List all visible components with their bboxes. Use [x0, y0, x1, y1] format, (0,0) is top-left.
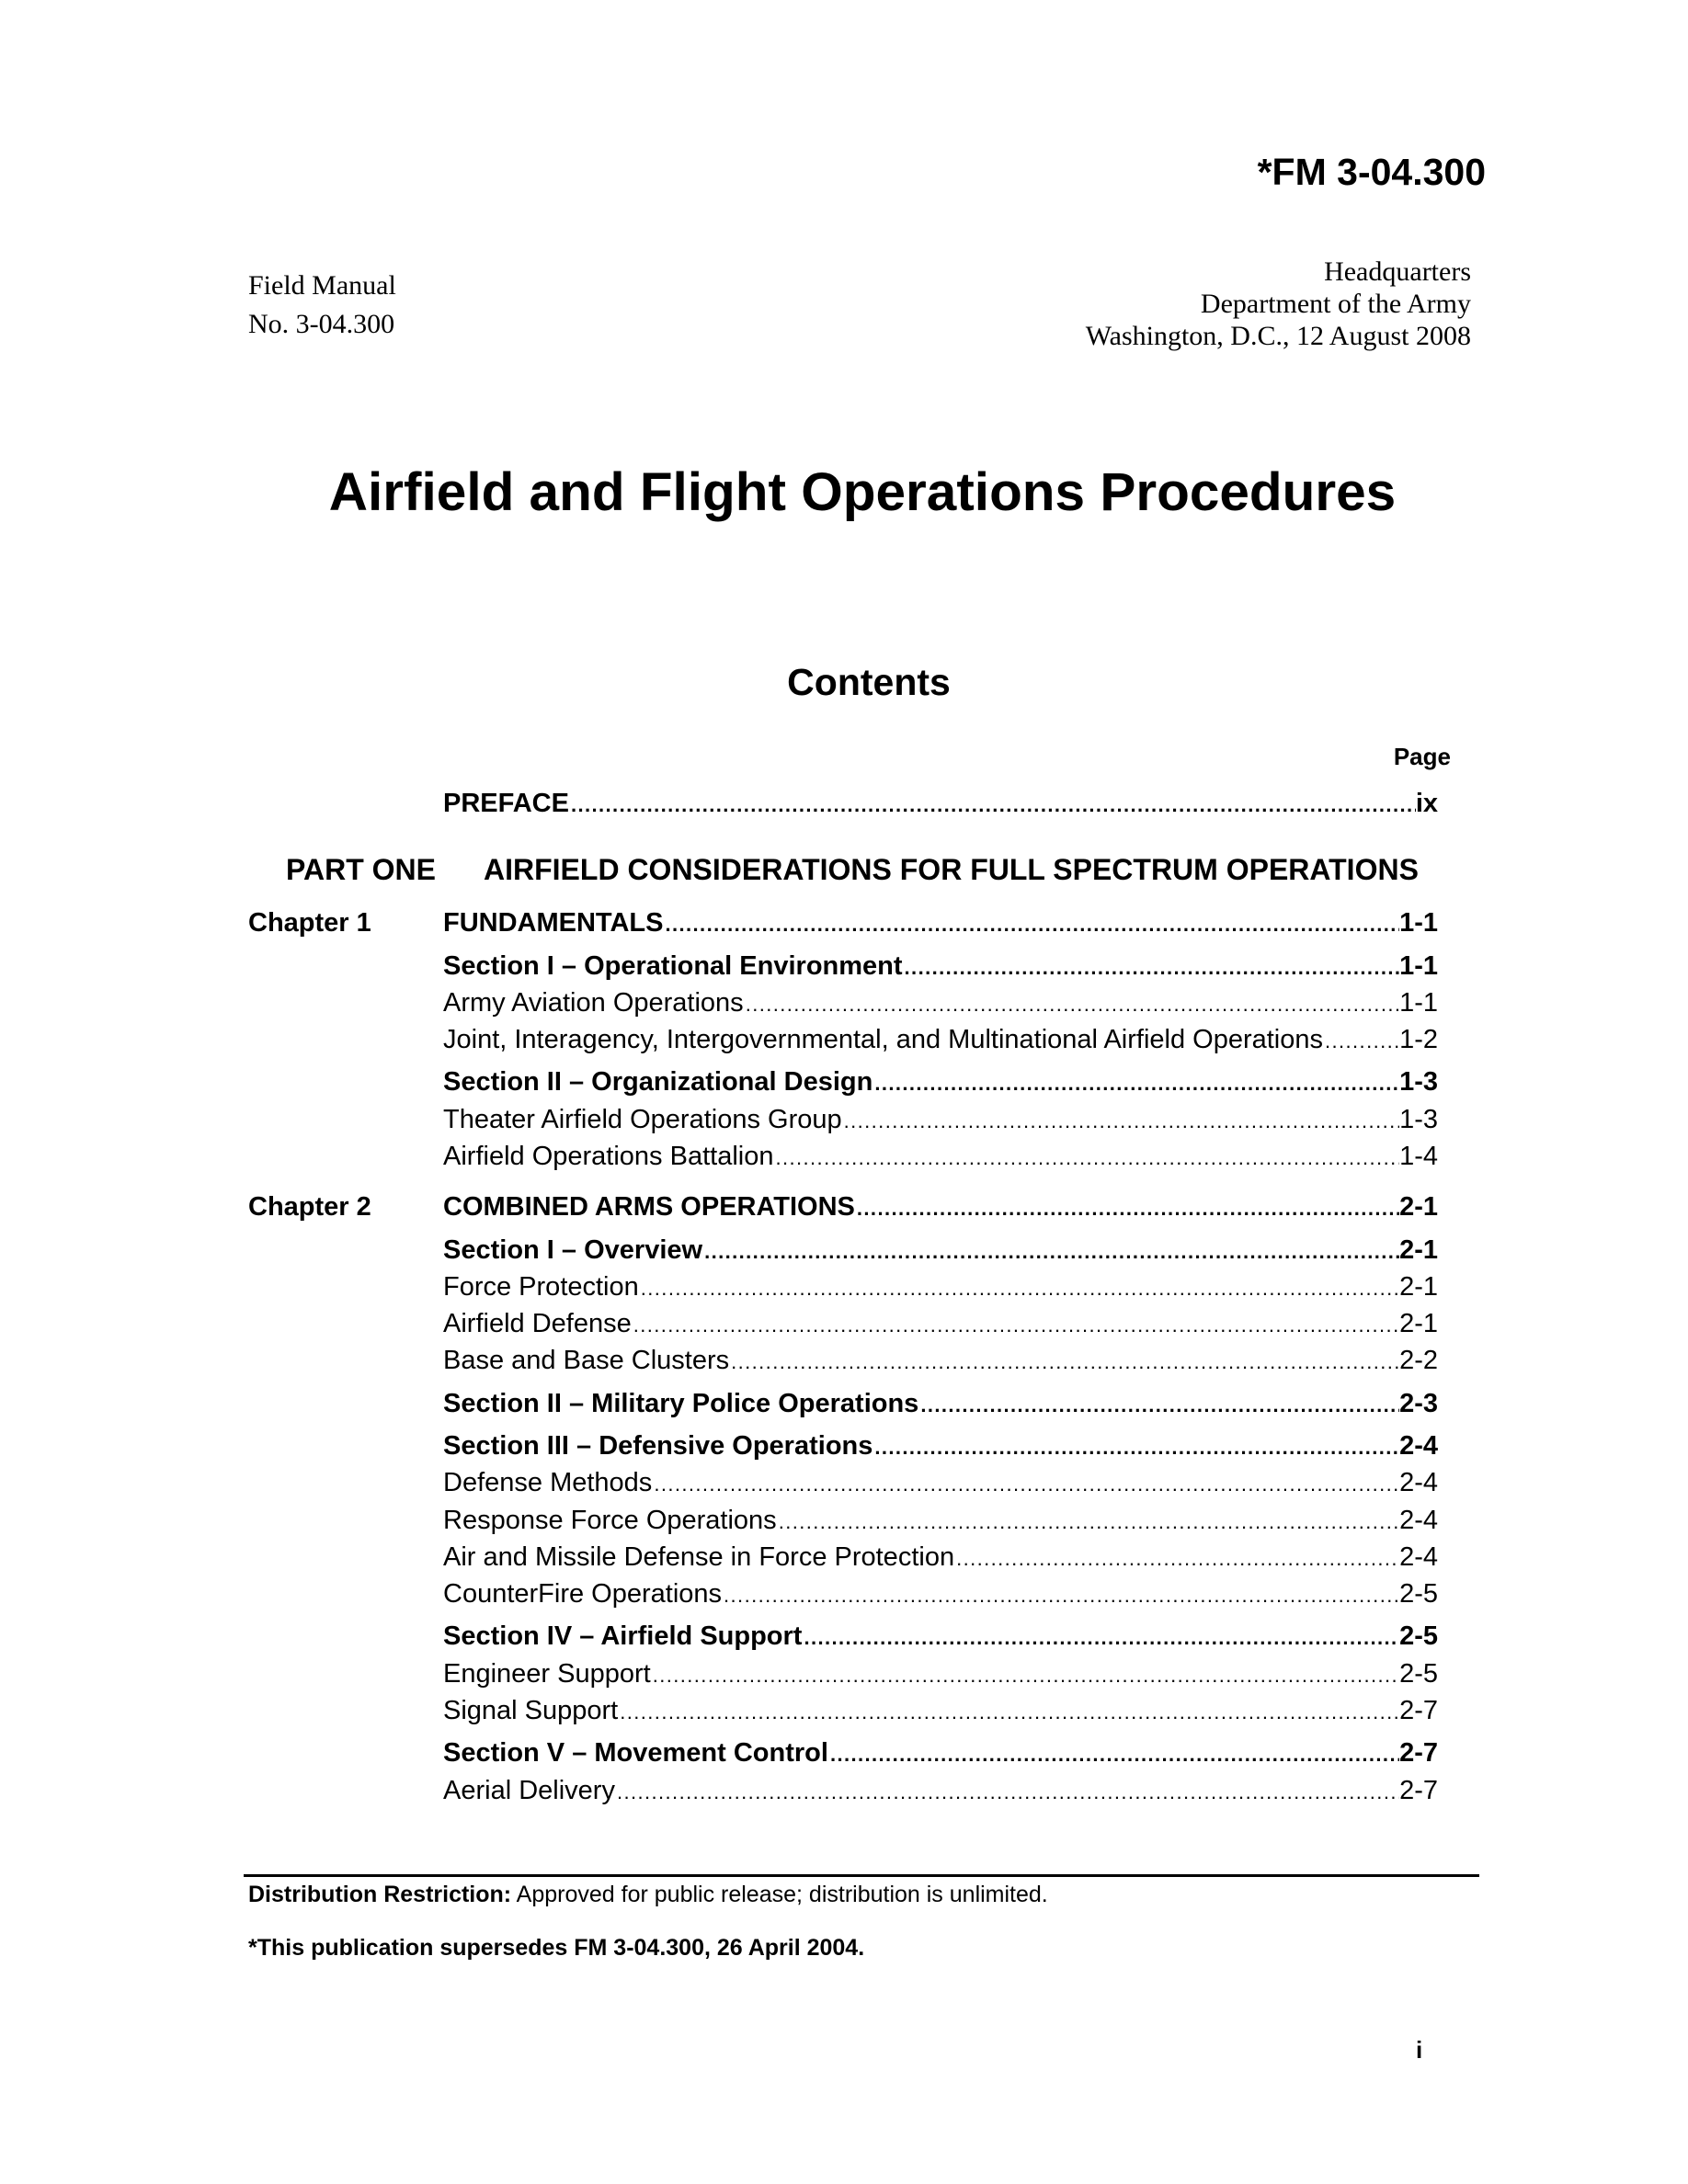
field-manual-label: Field Manual [248, 270, 396, 301]
toc-section[interactable] [443, 1388, 1438, 1419]
supersedes-note: *This publication supersedes FM 3-04.300, 26 April 2004. [248, 1935, 865, 1961]
dot-leader [802, 1622, 1399, 1652]
dot-leader [632, 1310, 1399, 1339]
toc-item[interactable] [443, 987, 1438, 1018]
toc-item-title: Airfield Defense [443, 1308, 632, 1338]
toc-section-page: 2-7 [1399, 1738, 1438, 1769]
toc-section-page: 2-5 [1399, 1621, 1438, 1652]
toc-item[interactable] [443, 1695, 1438, 1726]
dot-leader [651, 1660, 1399, 1689]
field-manual-number: No. 3-04.300 [248, 309, 395, 339]
toc-item-page: 1-2 [1399, 1024, 1438, 1054]
toc-item-title: Engineer Support [443, 1658, 651, 1689]
toc-section-title: Section IV – Airfield Support [443, 1621, 803, 1652]
toc-item-page: 2-4 [1399, 1505, 1438, 1535]
dot-leader [729, 1347, 1399, 1376]
toc-item[interactable] [443, 1775, 1438, 1806]
dot-leader [954, 1543, 1399, 1573]
toc-section-title: Section II – Organizational Design [443, 1067, 873, 1098]
dot-leader [873, 1068, 1399, 1098]
toc-section-title: Section V – Movement Control [443, 1738, 828, 1769]
toc-section[interactable] [443, 1621, 1438, 1652]
toc-item[interactable] [443, 1141, 1438, 1172]
toc-section-page: 1-1 [1399, 950, 1438, 981]
dot-leader [903, 952, 1400, 982]
toc-item-page: 2-4 [1399, 1468, 1438, 1498]
field-manual-block [248, 267, 396, 344]
dot-leader [615, 1777, 1399, 1806]
dot-leader [873, 1432, 1399, 1462]
dot-leader [1323, 1026, 1399, 1055]
dot-leader [664, 909, 1400, 938]
toc-item-title: Army Aviation Operations [443, 987, 744, 1018]
toc-item-title: Aerial Delivery [443, 1775, 615, 1805]
chapter-label: Chapter 2 [248, 1192, 371, 1222]
page-number: i [1416, 2036, 1423, 2064]
publication-id: *FM 3-04.300 [1257, 151, 1486, 193]
toc-section[interactable] [443, 1430, 1438, 1462]
toc-item-page: 1-3 [1399, 1104, 1438, 1134]
toc-item-page: 2-5 [1399, 1578, 1438, 1609]
contents-heading: Contents [787, 661, 951, 703]
dot-leader [618, 1697, 1399, 1726]
toc-item-title: Base and Base Clusters [443, 1346, 730, 1376]
toc-item[interactable] [443, 1578, 1438, 1610]
toc-chapter-title: COMBINED ARMS OPERATIONS [443, 1192, 855, 1222]
toc-section-title: Section I – Overview [443, 1234, 703, 1265]
toc-item-title: Force Protection [443, 1271, 639, 1302]
dot-leader [855, 1193, 1399, 1223]
toc-item[interactable] [443, 1024, 1438, 1055]
toc-item-title: Defense Methods [443, 1468, 653, 1498]
toc-chapter-title: FUNDAMENTALS [443, 908, 664, 938]
toc-item-page: 2-5 [1399, 1658, 1438, 1689]
toc-item-page: 1-1 [1399, 987, 1438, 1018]
toc-chapter[interactable] [443, 907, 1438, 938]
hq-line: Department of the Army [1200, 289, 1471, 319]
toc-section-page: 2-3 [1399, 1388, 1438, 1418]
toc-item-title: Airfield Operations Battalion [443, 1141, 774, 1171]
part-label: PART ONE [286, 853, 436, 886]
toc-section[interactable] [443, 1234, 1438, 1266]
toc-chapter-page: 2-1 [1399, 1192, 1438, 1222]
toc-item[interactable] [443, 1658, 1438, 1689]
toc-section-page: 2-1 [1399, 1234, 1438, 1265]
dot-leader [828, 1739, 1399, 1769]
toc-item-page: 2-7 [1399, 1695, 1438, 1725]
hq-line: Headquarters [1324, 256, 1471, 287]
distribution-text: Approved for public release; distribution is unlimited. [511, 1882, 1048, 1907]
dot-leader [652, 1469, 1399, 1498]
dot-leader [777, 1507, 1399, 1536]
toc-item-page: 2-2 [1399, 1346, 1438, 1376]
toc-item-page: 1-4 [1399, 1141, 1438, 1171]
hq-date-line: Washington, D.C., 12 August 2008 [1085, 321, 1471, 351]
toc-preface-title: PREFACE [443, 789, 569, 818]
part-title: AIRFIELD CONSIDERATIONS FOR FULL SPECTRUM OPERATIONS [484, 853, 1419, 886]
distribution-restriction [248, 1883, 1048, 1906]
toc-section-title: Section II – Military Police Operations [443, 1388, 919, 1418]
toc-item-title: Theater Airfield Operations Group [443, 1104, 842, 1134]
toc-item[interactable] [443, 1505, 1438, 1536]
toc-section[interactable] [443, 950, 1438, 982]
dot-leader [744, 989, 1399, 1018]
toc-item[interactable] [443, 1104, 1438, 1135]
toc-section-title: Section I – Operational Environment [443, 950, 903, 981]
toc-item-page: 2-1 [1399, 1271, 1438, 1302]
footer-divider [244, 1874, 1479, 1877]
toc-section-page: 2-4 [1399, 1431, 1438, 1462]
toc-chapter-page: 1-1 [1399, 908, 1438, 938]
document-title: Airfield and Flight Operations Procedures [328, 462, 1397, 522]
dot-leader [842, 1106, 1399, 1135]
toc-item-page: 2-1 [1399, 1308, 1438, 1338]
toc-item[interactable] [443, 1308, 1438, 1339]
toc-item[interactable] [443, 1271, 1438, 1302]
toc-item-title: Response Force Operations [443, 1505, 777, 1535]
toc-chapter[interactable] [443, 1191, 1438, 1223]
distribution-label: Distribution Restriction: [248, 1882, 512, 1907]
toc-item-title: Joint, Interagency, Intergovernmental, and Multinational Airfield Operations [443, 1024, 1323, 1054]
toc-preface-page: ix [1415, 789, 1438, 818]
toc-section[interactable] [443, 1066, 1438, 1098]
dot-leader [722, 1580, 1399, 1610]
toc-section-page: 1-3 [1399, 1067, 1438, 1098]
page-column-label: Page [1393, 743, 1451, 770]
toc-item[interactable] [443, 1345, 1438, 1376]
toc-item[interactable] [443, 1541, 1438, 1573]
dot-leader [569, 790, 1416, 819]
chapter-label: Chapter 1 [248, 908, 371, 938]
toc-section-title: Section III – Defensive Operations [443, 1431, 873, 1462]
dot-leader [702, 1236, 1399, 1266]
toc-item-page: 2-4 [1399, 1541, 1438, 1572]
toc-item-page: 2-7 [1399, 1775, 1438, 1805]
toc-item-title: Air and Missile Defense in Force Protection [443, 1541, 955, 1572]
toc-section[interactable] [443, 1737, 1438, 1769]
toc-item-title: Signal Support [443, 1695, 619, 1725]
toc-preface[interactable] [443, 788, 1438, 819]
headquarters-block [1086, 256, 1471, 352]
dot-leader [639, 1273, 1399, 1302]
dot-leader [773, 1143, 1399, 1172]
dot-leader [918, 1390, 1399, 1419]
toc-item[interactable] [443, 1467, 1438, 1498]
toc-item-title: CounterFire Operations [443, 1578, 723, 1609]
